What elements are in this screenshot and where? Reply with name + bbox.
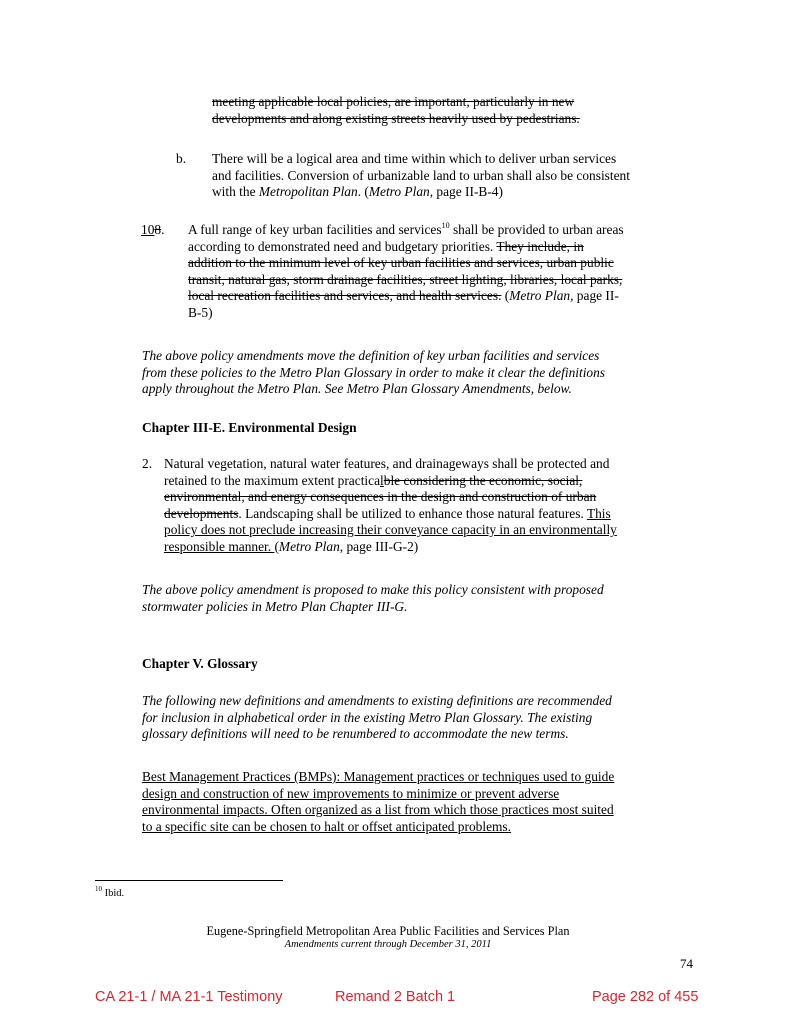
inserted-number: 10 xyxy=(141,222,155,237)
item-2-line xyxy=(164,539,617,556)
item-2-line xyxy=(164,473,617,490)
text: . ( xyxy=(357,184,369,199)
plan-reference: Metro Plan, xyxy=(278,538,344,554)
inserted-line: design and construction of new improvements to minimize or prevent adverse xyxy=(142,785,560,801)
deleted-line: transit, natural gas, storm drainage facilities, street lighting, libraries, local parks, xyxy=(188,271,623,287)
text: with the xyxy=(212,184,259,199)
section-heading: Chapter V. Glossary xyxy=(142,656,258,671)
note-line: from these policies to the Metro Plan Glossary in order to make it clear the definitions xyxy=(142,364,606,380)
stamp-page-count: Page 282 of 455 xyxy=(592,989,699,1005)
commentary-note xyxy=(142,693,612,743)
deleted-number: 8 xyxy=(154,222,162,237)
inserted-text: This xyxy=(586,505,611,521)
footnote xyxy=(95,884,125,899)
item-10-line: B-5) xyxy=(188,304,213,320)
deleted-text: local recreation facilities and services, and health services. xyxy=(188,288,502,303)
item-2-line: Natural vegetation, natural water features, and drainageways shall be protected and xyxy=(164,456,610,471)
item-2-marker: 2. xyxy=(142,456,153,471)
item-10-line xyxy=(188,239,624,256)
footnote-reference: 10 xyxy=(441,220,450,230)
deleted-text: They include, in xyxy=(496,238,584,254)
item-10-line xyxy=(188,222,624,239)
text: ( xyxy=(501,288,510,303)
note-line: The following new definitions and amendments to existing definitions are recommended xyxy=(142,693,612,708)
stamp-batch: Remand 2 Batch 1 xyxy=(335,989,456,1005)
text: shall be provided to urban areas xyxy=(449,222,624,237)
section-heading: Chapter III-E. Environmental Design xyxy=(142,420,357,435)
item-10-line xyxy=(188,288,624,305)
commentary-note xyxy=(142,348,605,398)
footer-subtitle: Amendments current through December 31, 2011 xyxy=(284,939,492,950)
number-dot: . xyxy=(161,222,165,237)
stamp-testimony: CA 21-1 / MA 21-1 Testimony xyxy=(95,989,283,1005)
plan-reference: Metropolitan Plan xyxy=(258,184,358,199)
item-2 xyxy=(164,456,617,555)
footnote-divider xyxy=(95,880,283,881)
deleted-text: developments xyxy=(164,505,239,521)
deleted-text: ble considering the economic, social, xyxy=(383,472,583,488)
note-line: The above policy amendment is proposed to make this policy consistent with proposed xyxy=(142,582,604,597)
inserted-line: to a specific site can be chosen to halt or offset anticipated problems. xyxy=(142,818,511,834)
plan-reference: Metro Plan, xyxy=(368,184,434,199)
item-10 xyxy=(188,222,624,321)
note-line: stormwater policies in Metro Plan Chapter III-G. xyxy=(142,598,408,614)
inserted-line: policy does not preclude increasing their conveyance capacity in an environmentally xyxy=(164,522,617,537)
deleted-line: developments and along existing streets heavily used by pedestrians. xyxy=(212,110,580,126)
deleted-intro xyxy=(212,94,580,127)
page-reference: page II- xyxy=(573,288,619,303)
text: A full range of key urban facilities and services xyxy=(188,222,442,237)
text: retained to the maximum extent practica xyxy=(164,472,381,488)
text: according to demonstrated need and budgetary priorities. xyxy=(188,238,497,254)
glossary-definition-bmp xyxy=(142,769,614,835)
note-line: The above policy amendments move the definition of key urban facilities and services xyxy=(142,348,600,363)
note-line: for inclusion in alphabetical order in the existing Metro Plan Glossary. The existing xyxy=(142,709,593,725)
deleted-line: addition to the minimum level of key urban facilities and services, urban public xyxy=(188,255,614,270)
commentary-note xyxy=(142,582,604,615)
inserted-text: responsible manner. xyxy=(164,538,275,554)
deleted-line: environmental, and energy consequences in the design and construction of urban xyxy=(164,489,597,504)
text: . Landscaping shall be utilized to enhance those natural features. xyxy=(238,505,587,521)
note-line: apply throughout the Metro Plan. See Metro Plan Glossary Amendments, below. xyxy=(142,381,572,396)
footnote-text: Ibid. xyxy=(102,888,125,899)
plan-reference: Metro Plan, xyxy=(509,288,574,303)
inserted-line: Best Management Practices (BMPs): Management practices or techniques used to guide xyxy=(142,769,615,784)
page-reference: page II-B-4) xyxy=(433,184,503,199)
page-number: 74 xyxy=(680,956,693,971)
item-2-line xyxy=(164,506,617,523)
item-b-line xyxy=(212,184,630,201)
item-b xyxy=(212,151,630,201)
note-line: glossary definitions will need to be renumbered to accommodate the new terms. xyxy=(142,726,569,741)
item-b-marker: b. xyxy=(176,151,187,166)
deleted-line: meeting applicable local policies, are important, particularly in new xyxy=(212,94,575,109)
item-10-number xyxy=(141,222,164,239)
page-reference: page III-G-2) xyxy=(343,538,419,554)
item-b-line: There will be a logical area and time within which to deliver urban services xyxy=(212,151,617,166)
footer-title: Eugene-Springfield Metropolitan Area Public Facilities and Services Plan xyxy=(206,924,570,938)
text: ( xyxy=(274,538,279,554)
inserted-line: environmental impacts. Often organized as a list from which those practices most suited xyxy=(142,802,614,817)
footnote-number: 10 xyxy=(95,884,102,893)
item-b-line: and facilities. Conversion of urbanizable land to urban shall also be consistent xyxy=(212,167,630,183)
inserted-text: l xyxy=(380,472,384,488)
